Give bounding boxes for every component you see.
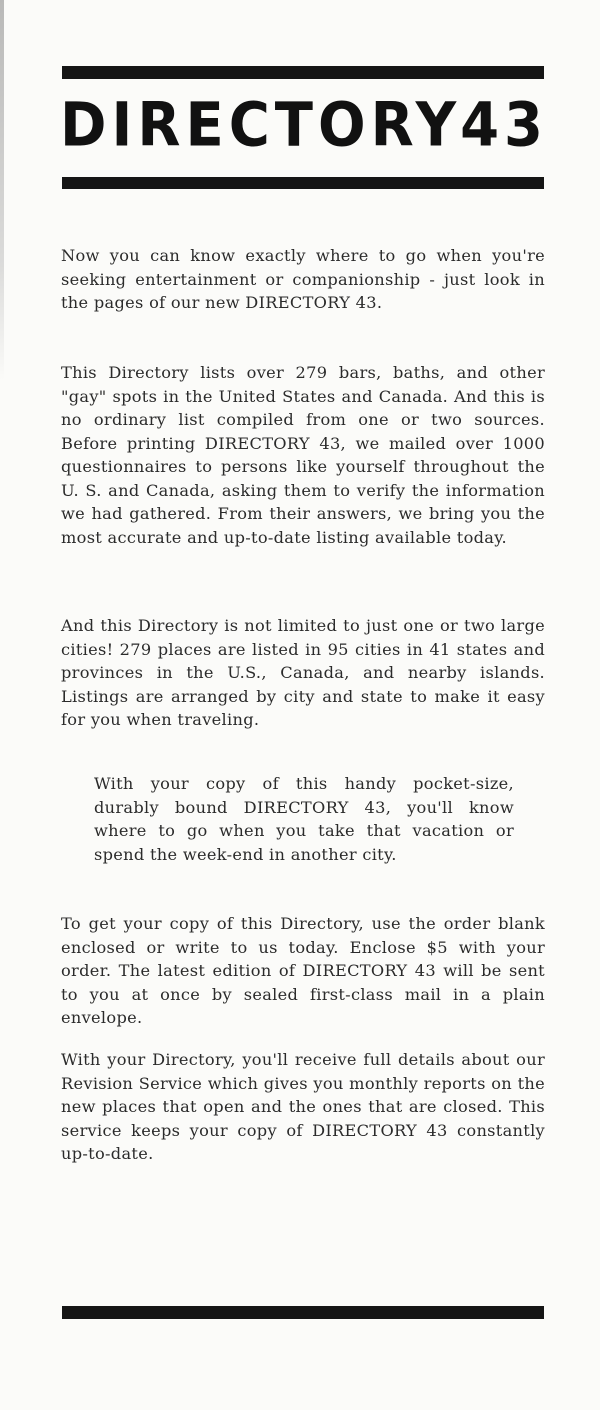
paragraph-coverage: And this Directory is not limited to just one or two large cities! 279 places are listed in 95 cities in 41 states and provinces in the U.S., Canada, and nearby islands. Listings are arranged by city and state to make it easy for you when traveling. — [61, 616, 545, 729]
title-underline-rule — [62, 177, 544, 189]
paragraph-pocket-size: With your copy of this handy pocket-size, durably bound DIRECTORY 43, you'll know where to go when you take that vacation or spend the week-end in another city. — [94, 774, 514, 864]
title-number: 43 — [460, 90, 548, 161]
page-title — [60, 83, 548, 169]
paragraph-ordering: To get your copy of this Directory, use the order blank enclosed or write to us today. Enclose $5 with your order. The latest edition of DIRECTORY 43 will be sent to you at once by sealed first-class mail in a plain envelope. — [61, 914, 545, 1027]
top-rule — [62, 66, 544, 79]
paragraph-intro: Now you can know exactly where to go when you're seeking entertainment or companionship - just look in the pages of our new DIRECTORY 43. — [61, 246, 545, 312]
page-edge-shadow — [0, 0, 4, 380]
paragraph-revision-service: With your Directory, you'll receive full details about our Revision Service which gives you monthly reports on the new places that open and the ones that are closed. This service keeps your copy of DIRECTORY 43 constantly up-to-date. — [61, 1050, 545, 1163]
title-word-directory: DIRECTORY — [60, 90, 462, 161]
paragraph-listing-details: This Directory lists over 279 bars, baths, and other "gay" spots in the United States and Canada. And this is no ordinary list compiled from one or two sources. Before printing DIRECTORY 43, we mailed over 1000 questionnaires to persons like yourself throughout the U. S. and Canada, asking them to verify the information we had gathered. From their answers, we bring you the most accurate and up-to-date listing available today. — [61, 363, 545, 547]
bottom-rule — [62, 1306, 544, 1319]
